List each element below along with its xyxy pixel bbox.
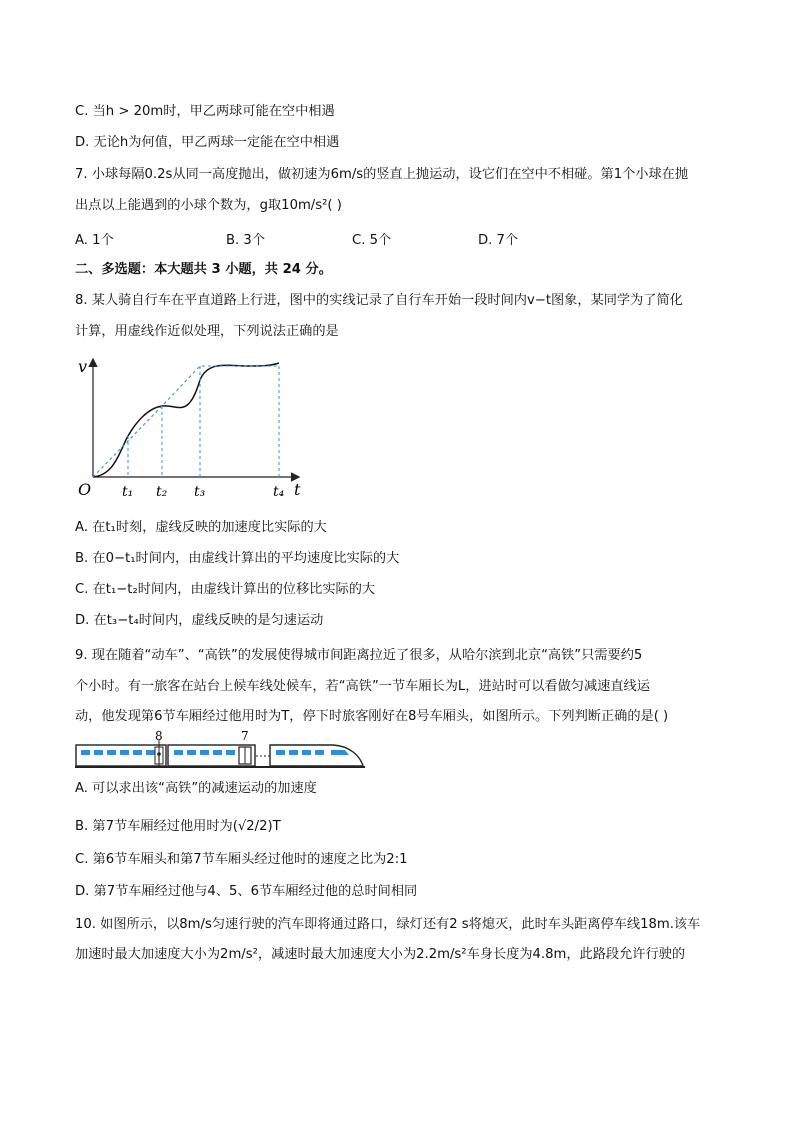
q7-option-a: A. 1个 [75, 233, 114, 248]
q8-stem-line2: 计算，用虚线作近似处理，下列说法正确的是 [75, 324, 339, 339]
tick-t2: t₂ [156, 484, 168, 500]
dashed-approx-line [93, 366, 279, 477]
q7-stem-line1: 7. 小球每隔0.2s从同一高度抛出，做初速为6m/s的竖直上抛运动，设它们在空中不相碰。第1个小球在抛 [75, 167, 689, 182]
tick-t4: t₄ [273, 484, 285, 500]
q9-stem-line3: 动，他发现第6节车厢经过他用时为T，停下时旅客刚好在8号车厢头，如图所示。下列判断正确的是( ) [75, 709, 669, 724]
tick-t1: t₁ [122, 484, 134, 500]
q9-option-d: D. 第7节车厢经过他与4、5、6节车厢经过他的总时间相同 [75, 884, 418, 899]
q9-stem-line1: 9. 现在随着“动车”、“高铁”的发展使得城市间距离拉近了很多，从哈尔滨到北京“高铁”只需要约5 [75, 648, 643, 663]
q8-stem-line1: 8. 某人骑自行车在平直道路上行进，图中的实线记录了自行车开始一段时间内v−t图象，某同学为了简化 [75, 293, 683, 308]
q6-option-d: D. 无论h为何值，甲乙两球一定能在空中相遇 [75, 135, 340, 150]
q6-option-c: C. 当h > 20m时，甲乙两球可能在空中相遇 [75, 104, 335, 119]
q7-option-c: C. 5个 [352, 233, 392, 248]
q9-train-figure [75, 730, 367, 772]
q7-stem-line2: 出点以上能遇到的小球个数为，g取10m/s²( ) [75, 198, 342, 213]
car-8-label: 8 [155, 730, 163, 743]
origin-label: O [78, 480, 92, 499]
t-axis-label: t [294, 480, 301, 499]
v-axis-label: v [78, 357, 88, 376]
q8-option-b: B. 在0−t₁时间内，由虚线计算出的平均速度比实际的大 [75, 551, 400, 566]
q9-option-a: A. 可以求出该“高铁”的减速运动的加速度 [75, 781, 317, 796]
q10-stem-line1: 10. 如图所示，以8m/s匀速行驶的汽车即将通过路口，绿灯还有2 s将熄灭，此时车头距离停车线18m.该车 [75, 917, 701, 932]
q10-stem-line2: 加速时最大加速度大小为2m/s²，减速时最大加速度大小为2.2m/s²车身长度为4.8m，此路段允许行驶的 [75, 947, 686, 962]
q7-option-d: D. 7个 [478, 233, 519, 248]
q9-option-b: B. 第7节车厢经过他用时为(√2/2)T [75, 819, 281, 834]
q8-option-d: D. 在t₃−t₄时间内，虚线反映的是匀速运动 [75, 613, 324, 628]
q9-option-c: C. 第6节车厢头和第7节车厢头经过他时的速度之比为2:1 [75, 852, 408, 867]
car-7-label: 7 [241, 730, 249, 743]
tick-t3: t₃ [194, 484, 206, 500]
q7-option-b: B. 3个 [226, 233, 266, 248]
q9-stem-line2: 个小时。有一旅客在站台上候车线处候车，若“高铁”一节车厢长为L，进站时可以看做匀减速直线运 [75, 679, 650, 694]
q8-vt-graph [70, 350, 310, 505]
q8-option-a: A. 在t₁时刻，虚线反映的加速度比实际的大 [75, 520, 327, 535]
q8-option-c: C. 在t₁−t₂时间内，由虚线计算出的位移比实际的大 [75, 582, 376, 597]
q7-options [75, 229, 725, 247]
section-multiple-choice: 二、多选题：本大题共 3 小题，共 24 分。 [75, 262, 332, 277]
